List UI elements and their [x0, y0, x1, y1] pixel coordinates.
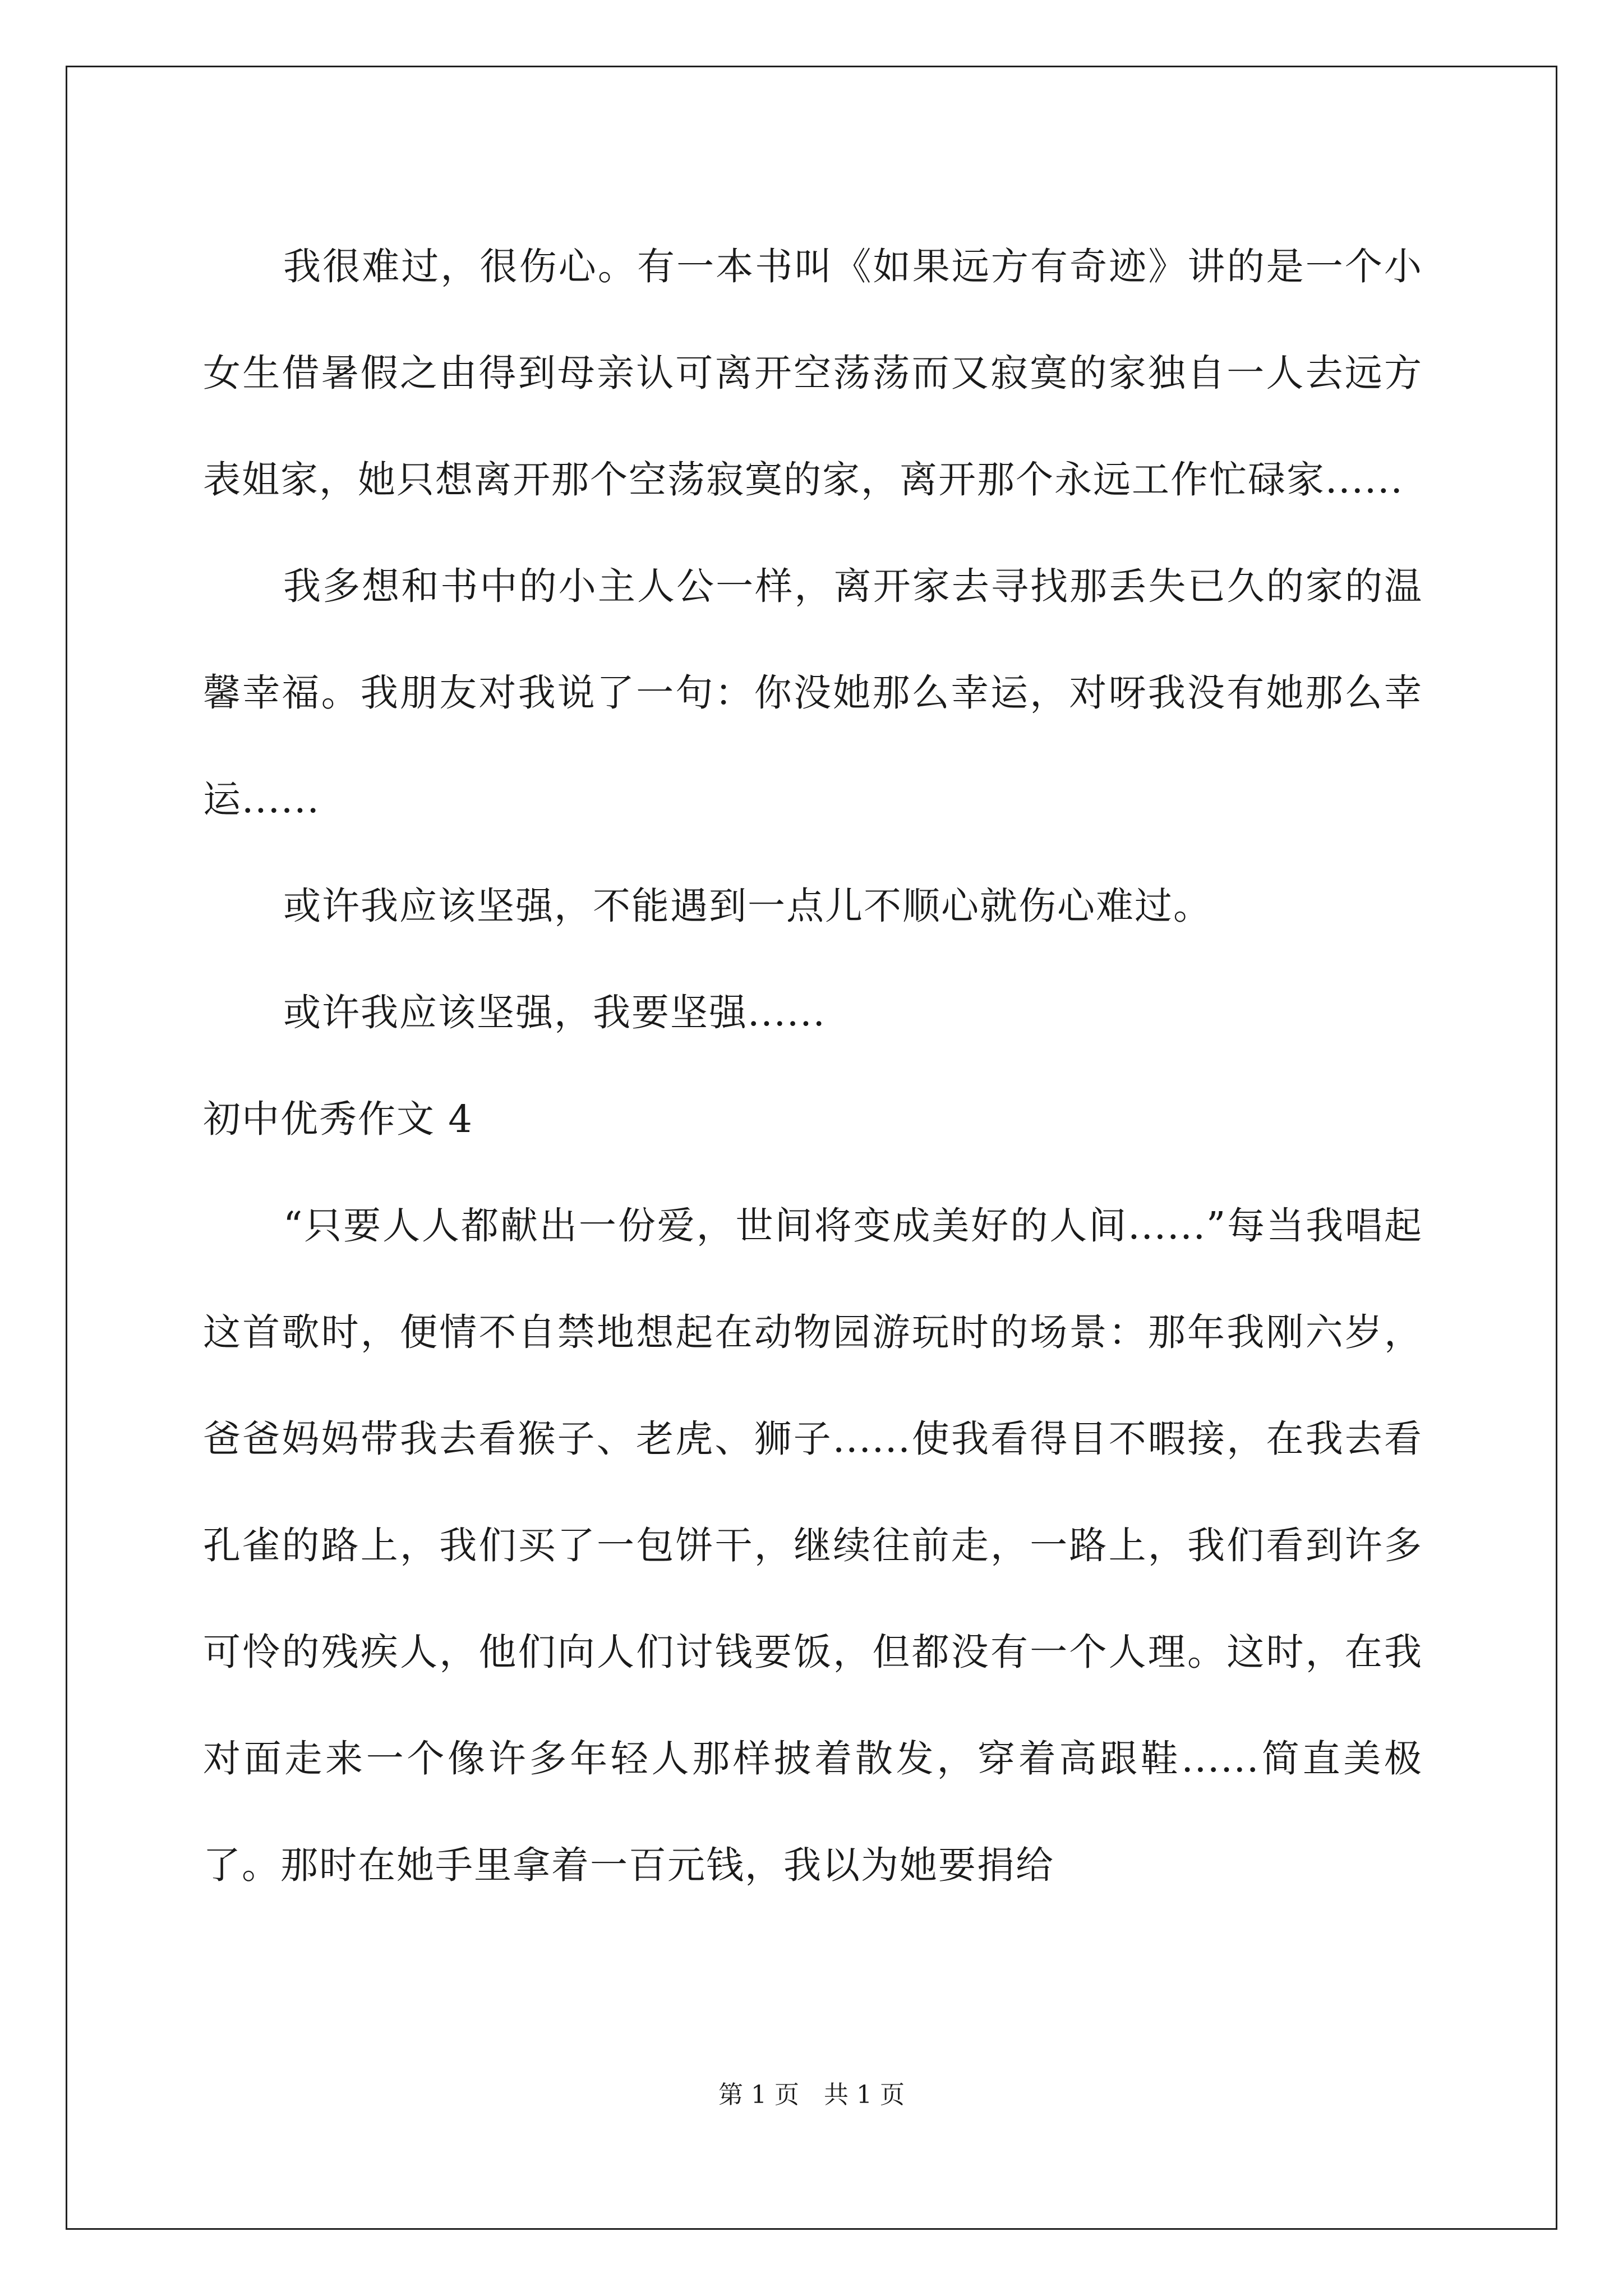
section-heading: 初中优秀作文 4: [203, 1097, 473, 1141]
paragraph-5: “只要人人都献出一份爱，世间将变成美好的人间......”每当我唱起这首歌时，便情不自禁地想起在动物园游玩时的场景：那年我刚六岁，爸爸妈妈带我去看猴子、老虎、狮子......使我看得目不暇接，在我去看孔雀的路上，我们买了一包饼干，继续往前走，一路上，我们看到许多可怜的残疾人，他们向人们讨钱要饭，但都没有一个人理。这时，在我对面走来一个像许多年轻人那样披着散发，穿着高跟鞋......简直美极了。那时在她手里拿着一百元钱，我以为她要捐给: [203, 1204, 1423, 1887]
page-footer: 第 1 页 共 1 页: [718, 2081, 905, 2109]
paragraph-4: 或许我应该坚强，我要坚强......: [283, 991, 826, 1034]
document-body: [203, 213, 1423, 1918]
paragraph-3: 或许我应该坚强，不能遇到一点儿不顺心就伤心难过。: [283, 884, 1212, 928]
paragraph-1: 我很难过，很伤心。有一本书叫《如果远方有奇迹》讲的是一个小女生借暑假之由得到母亲认可离开空荡荡而又寂寞的家独自一人去远方表姐家，她只想离开那个空荡寂寞的家，离开那个永远工作忙碌家......: [203, 245, 1423, 501]
paragraph-2: 我多想和书中的小主人公一样，离开家去寻找那丢失已久的家的温馨幸福。我朋友对我说了一句：你没她那么幸运，对呀我没有她那么幸运......: [203, 564, 1423, 821]
